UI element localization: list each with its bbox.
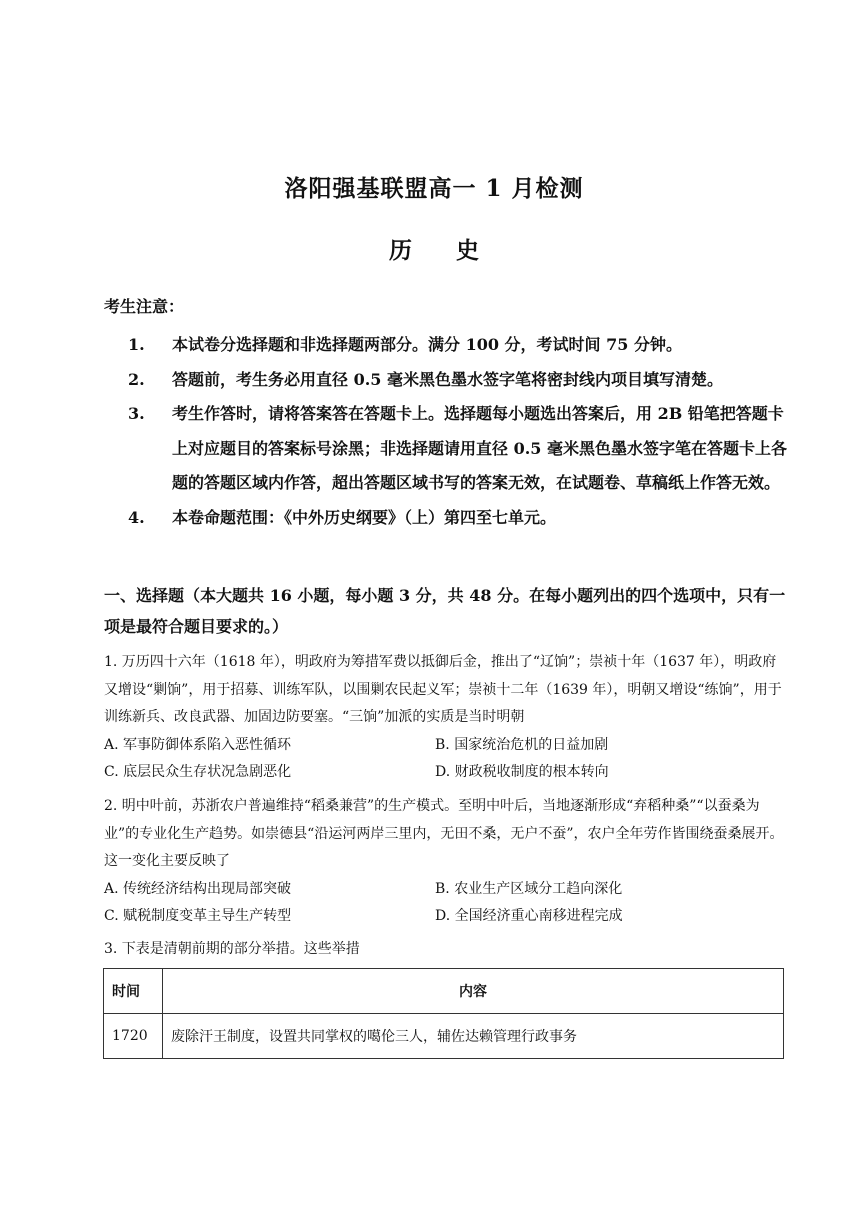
option-c: C. 底层民众生存状况急剧恶化 <box>104 764 292 780</box>
table-header-row <box>104 969 784 1014</box>
notice-item <box>104 328 794 363</box>
question-2 <box>104 793 784 931</box>
section-heading: 一、选择题（本大题共 16 小题，每小题 3 分，共 48 分。在每小题列出的四个选项中，只有一项是最符合题目要求的。） <box>104 586 786 636</box>
question-options <box>104 876 784 931</box>
notice-number: 3. <box>128 404 145 423</box>
measures-table <box>103 968 784 1059</box>
option-b: B. 国家统治危机的日益加剧 <box>435 736 609 753</box>
notice-text: 本卷命题范围：《中外历史纲要》（上）第四至七单元。 <box>172 507 557 527</box>
table-header-content: 内容 <box>163 969 784 1014</box>
question-options <box>104 732 784 787</box>
subject-char: 历 <box>389 237 412 264</box>
table-cell-time: 1720 <box>104 1014 163 1059</box>
option-d: D. 全国经济重心南移进程完成 <box>435 908 623 924</box>
subject-title <box>0 232 868 265</box>
option-a: A. 传统经济结构出现局部突破 <box>104 880 292 897</box>
notice-text: 本试卷分选择题和非选择题两部分。满分 100 分，考试时间 75 分钟。 <box>172 335 682 354</box>
notice-number: 2. <box>128 369 145 389</box>
table-row <box>104 1014 784 1059</box>
question-3 <box>104 936 784 964</box>
table-cell-content: 废除汗王制度，设置共同掌权的噶伦三人，辅佐达赖管理行政事务 <box>163 1014 784 1059</box>
notice-item <box>104 397 794 501</box>
notice-item <box>104 501 794 536</box>
exam-title: 洛阳强基联盟高一 1 月检测 <box>284 175 584 202</box>
notice-heading: 考生注意： <box>104 297 185 316</box>
notice-item <box>104 363 794 398</box>
question-1 <box>104 649 784 787</box>
subject-char: 史 <box>456 237 479 264</box>
option-d: D. 财政税收制度的根本转向 <box>435 764 609 780</box>
notice-number: 4. <box>128 507 145 527</box>
option-b: B. 农业生产区域分工趋向深化 <box>435 880 623 897</box>
notice-text: 考生作答时，请将答案答在答题卡上。选择题每小题选出答案后，用 2B 铅笔把答题卡上对应题目的答案标号涂黑；非选择题请用直径 0.5 毫米黑色墨水签字笔在答题卡上各题的答题区域内作答，超出答题区域书写的答案无效，在试题卷、草稿纸上作答无效。 <box>172 404 787 492</box>
question-stem: 3. 下表是清朝前期的部分举措。这些举措 <box>104 941 360 957</box>
question-stem: 1. 万历四十六年（1618 年），明政府为筹措军费以抵御后金，推出了“辽饷”；崇祯十年（1637 年），明政府又增设“剿饷”，用于招募、训练军队，以围剿农民起义军；崇祯十二年（1639 年），明朝又增设“练饷”，用于训练新兵、改良武器、加固边防要塞。“三饷”加派的实质是当时明朝 <box>104 654 782 725</box>
option-a: A. 军事防御体系陷入恶性循环 <box>104 736 292 753</box>
notice-list <box>104 328 794 535</box>
option-c: C. 赋税制度变革主导生产转型 <box>104 908 292 924</box>
notice-number: 1. <box>128 335 145 354</box>
table-header-time: 时间 <box>104 969 163 1014</box>
notice-text: 答题前，考生务必用直径 0.5 毫米黑色墨水签字笔将密封线内项目填写清楚。 <box>172 369 723 389</box>
question-stem: 2. 明中叶前，苏浙农户普遍维持“稻桑兼营”的生产模式。至明中叶后，当地逐渐形成“弃稻种桑”“以蚕桑为业”的专业化生产趋势。如崇德县“沿运河两岸三里内，无田不桑，无户不蚕”，农户全年劳作皆围绕蚕桑展开。这一变化主要反映了 <box>104 798 784 869</box>
